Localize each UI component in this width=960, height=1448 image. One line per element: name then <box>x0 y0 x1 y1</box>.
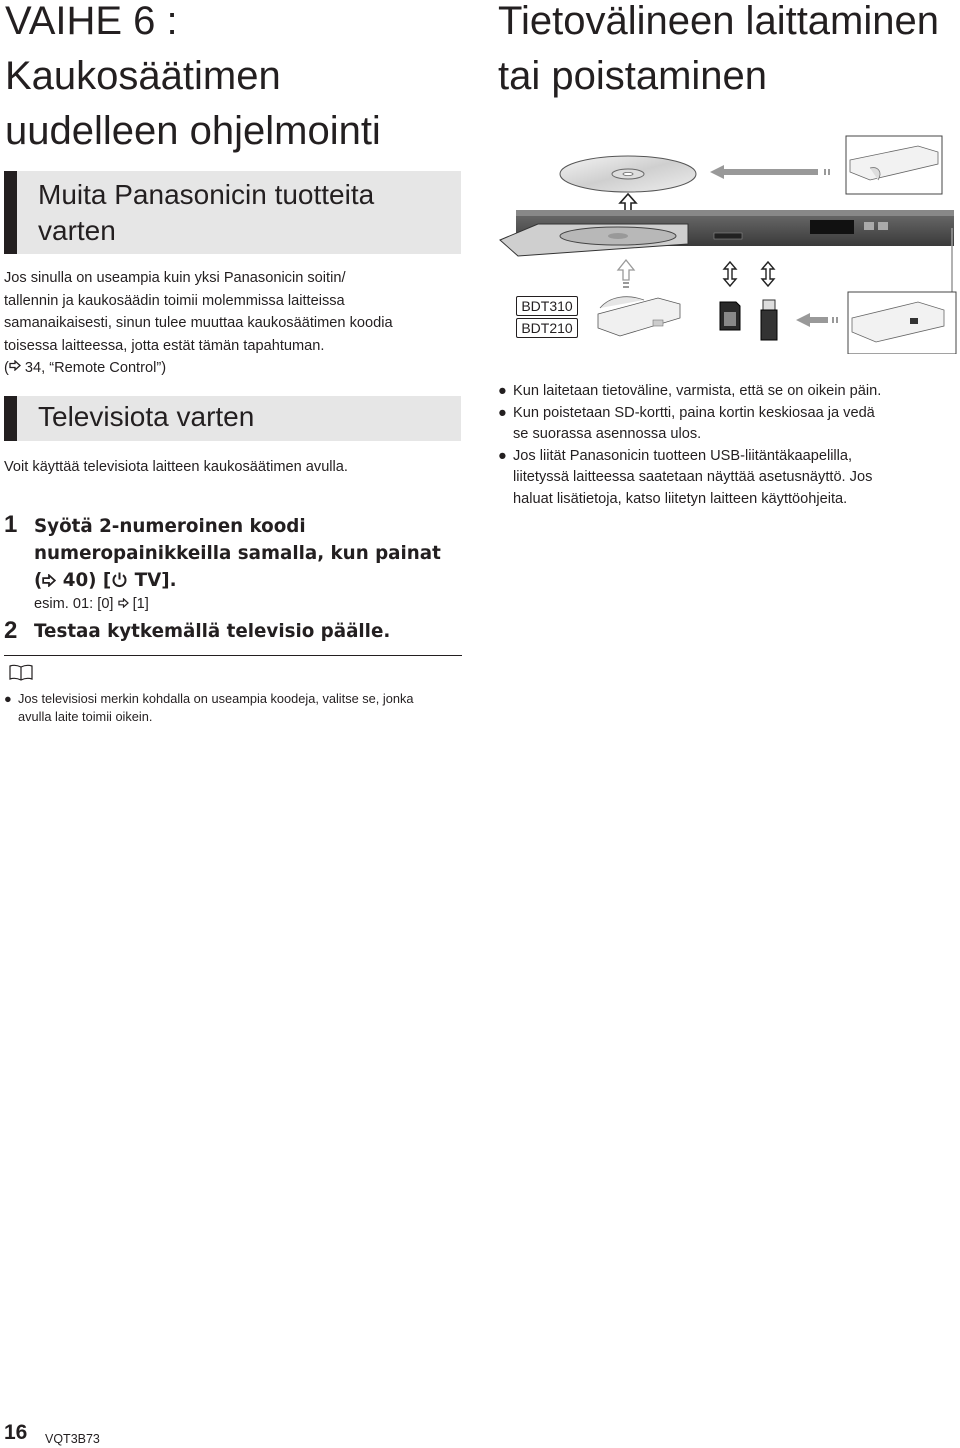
step-1-reference: 40) [ <box>56 570 112 591</box>
bullet-icon: ● <box>498 404 507 421</box>
model-label: BDT310 <box>516 296 578 316</box>
note-book-icon <box>8 664 34 682</box>
note-line: Jos televisiosi merkin kohdalla on useampia koodeja, valitse se, jonka <box>18 691 414 706</box>
section-header-bar <box>4 171 17 254</box>
media-notes <box>498 381 958 510</box>
sd-card-slot-illustration <box>598 297 680 336</box>
step-title-line: uudelleen ohjelmointi <box>5 109 381 153</box>
step-title-line: VAIHE 6 : <box>5 0 178 43</box>
arrow-right-outline-icon <box>42 574 56 587</box>
note-item <box>498 446 958 511</box>
paren: ( <box>34 570 43 591</box>
intro-reference <box>4 357 464 380</box>
media-insertion-illustration <box>498 132 960 354</box>
model-label: BDT210 <box>516 318 578 338</box>
step-1-button-label: TV]. <box>128 570 177 591</box>
section-header-tv <box>4 396 461 441</box>
note-line: Kun laitetaan tietoväline, varmista, että se on oikein päin. <box>513 383 882 399</box>
arrow-right-outline-icon <box>9 360 21 371</box>
section-header-bar <box>4 396 17 441</box>
bullet-icon: ● <box>498 383 507 399</box>
note-item <box>498 381 958 403</box>
section-title <box>498 0 939 104</box>
step-number: 1 <box>4 511 18 538</box>
step-title <box>5 0 455 159</box>
sd-card-icon <box>720 302 740 330</box>
section-header-text: Muita Panasonicin tuotteita varten <box>38 179 375 246</box>
step-1-line: numeropainikkeilla samalla, kun painat <box>34 543 441 564</box>
intro-line: toisessa laitteessa, jotta estät tämän tapahtuman. <box>4 337 325 354</box>
note-line: se suorassa asennossa ulos. <box>513 426 702 442</box>
intro-line: tallennin ja kaukosäädin toimii molemmissa laitteissa <box>4 292 345 309</box>
step-1-line <box>34 567 441 594</box>
intro-line: Jos sinulla on useampia kuin yksi Panasonicin soitin/ <box>4 270 346 286</box>
example-text: esim. 01: [0] <box>34 596 118 612</box>
page-number: 16 <box>4 1421 28 1444</box>
bullet-icon: ● <box>498 447 507 464</box>
note-item <box>498 403 958 446</box>
note-line: liitetyssä laitteessa saatetaan näyttää asetusnäyttö. Jos <box>513 469 873 485</box>
note-line: haluat lisätietoja, katso liitetyn laitteen käyttöohjeita. <box>513 490 848 507</box>
note-item <box>4 690 464 730</box>
divider <box>4 655 462 656</box>
note-line: Kun poistetaan SD-kortti, paina kortin keskiosaa ja vedä <box>513 404 875 421</box>
example-text: [1] <box>128 596 149 612</box>
example-line <box>34 594 149 614</box>
tv-description: Voit käyttää televisiota laitteen kaukosäätimen avulla. <box>4 459 348 475</box>
bullet-icon: ● <box>4 691 12 706</box>
step-number: 2 <box>4 617 18 644</box>
section-title-line: tai poistaminen <box>498 54 768 98</box>
arrow-right-outline-icon <box>118 598 129 608</box>
section-header-text: Televisiota varten <box>38 401 255 432</box>
disc-icon <box>560 156 696 192</box>
paren: ( <box>4 360 9 376</box>
intro-reference-text: 34, “Remote Control”) <box>20 360 167 376</box>
note-line: avulla laite toimii oikein. <box>18 709 153 724</box>
step-1-text <box>34 513 441 594</box>
intro-line: samanaikaisesti, sinun tulee muuttaa kaukosäätimen koodia <box>4 315 393 331</box>
step-title-line: Kaukosäätimen <box>5 54 281 98</box>
note-line: Jos liität Panasonicin tuotteen USB-liitäntäkaapelilla, <box>513 447 853 464</box>
section-title-line: Tietovälineen laittaminen <box>498 0 939 43</box>
power-icon <box>111 571 128 588</box>
step-2-text: Testaa kytkemällä televisio päälle. <box>34 621 391 642</box>
step-1-line: Syötä 2-numeroinen koodi <box>34 516 306 537</box>
intro-paragraph <box>4 267 464 380</box>
usb-stick-icon <box>761 300 777 340</box>
section-header-other-products <box>4 171 461 254</box>
document-code: VQT3B73 <box>45 1432 100 1446</box>
